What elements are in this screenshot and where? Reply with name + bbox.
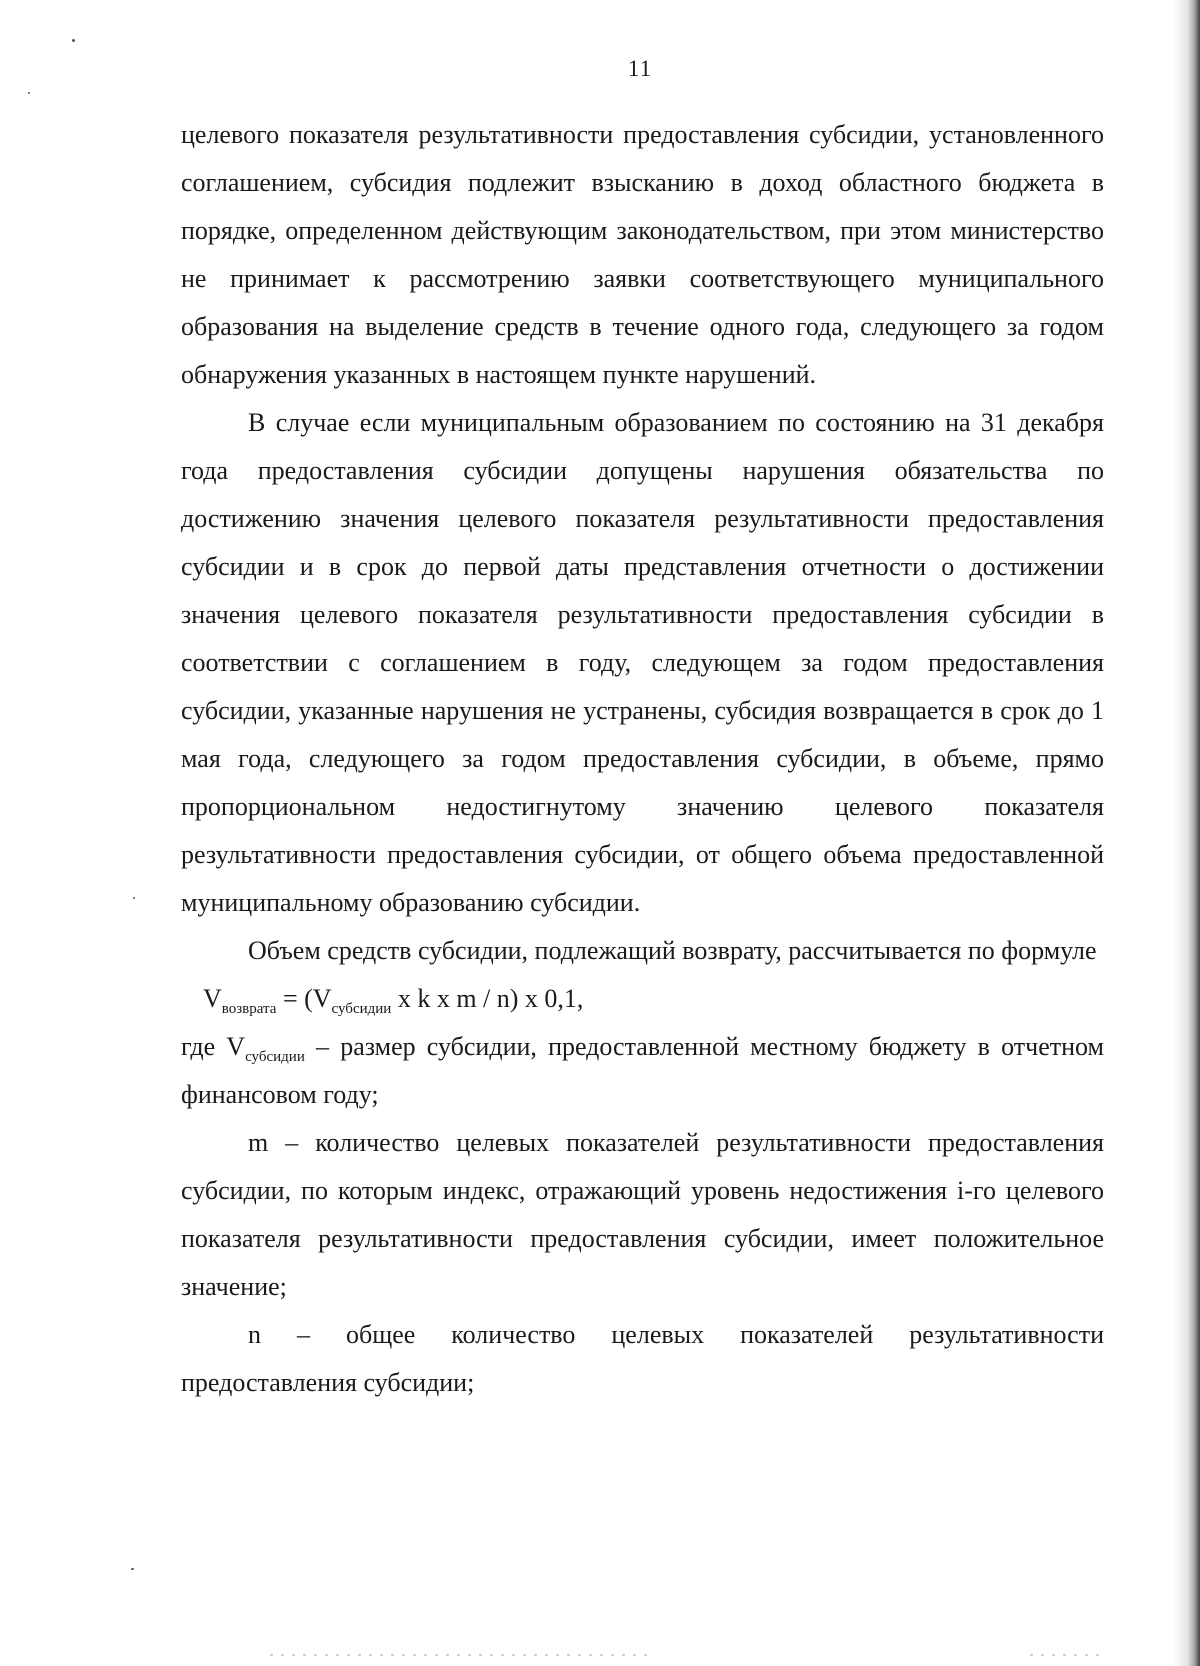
definition-v-subscript: субсидии bbox=[245, 1049, 305, 1065]
formula-v-return-subscript: возврата bbox=[221, 1001, 277, 1017]
definition-v-subsidy bbox=[181, 1023, 1104, 1119]
formula-v-subsidy-subscript: субсидии bbox=[331, 1001, 392, 1017]
formula-rest: x k x m / n) x 0,1, bbox=[391, 984, 584, 1013]
scan-noise bbox=[270, 1654, 650, 1656]
scan-noise bbox=[1030, 1654, 1100, 1656]
paragraph-continuation: целевого показателя результативности предоставления субсидии, установленного соглашением, субсидия подлежит взысканию в доход областного бюджета в порядке, определенном действующим законодательством, при этом министерство не принимает к рассмотрению заявки соответствующего муниципального образования на выделение средств в течение одного года, следующего за годом обнаружения указанных в настоящем пункте нарушений. bbox=[181, 120, 1104, 389]
scan-speck bbox=[131, 1568, 134, 1570]
paragraph-violation-return: В случае если муниципальным образованием по состоянию на 31 декабря года предоставления субсидии допущены нарушения обязательства по достижению значения целевого показателя результативности предоставления субсидии и в срок до первой даты представления отчетности о достижении значения целевого показателя результативности предоставления субсидии в соответствии с соглашением в году, следующем за годом предоставления субсидии, указанные нарушения не устранены, субсидия возвращается в срок до 1 мая года, следующего за годом предоставления субсидии, в объеме, прямо пропорциональном недостигнутому значению целевого показателя результативности предоставления субсидии, от общего объема предоставленной муниципальному образованию субсидии. bbox=[181, 408, 1104, 917]
formula-equals: = ( bbox=[276, 984, 313, 1013]
definition-v-text: – размер субсидии, предоставленной местному бюджету в отчетном финансовом году; bbox=[181, 1032, 1104, 1109]
scan-edge-shadow bbox=[1172, 0, 1200, 1666]
formula-v-return: V bbox=[203, 984, 222, 1013]
paragraph-formula-intro: Объем средств субсидии, подлежащий возврату, рассчитывается по формуле bbox=[248, 936, 1097, 965]
definition-m: m – количество целевых показателей результативности предоставления субсидии, по которым индекс, отражающий уровень недостижения i-го целевого показателя результативности предоставления субсидии, имеет положительное значение; bbox=[181, 1128, 1104, 1301]
scan-speck bbox=[133, 897, 135, 899]
page-number: 11 bbox=[627, 56, 653, 81]
scan-speck bbox=[28, 92, 30, 94]
return-formula bbox=[181, 975, 1104, 1023]
definition-v-prefix: где V bbox=[181, 1032, 246, 1061]
definition-n: n – общее количество целевых показателей результативности предоставления субсидии; bbox=[181, 1320, 1104, 1397]
document-body bbox=[181, 111, 1104, 1407]
scan-speck bbox=[72, 39, 75, 42]
formula-v-subsidy: V bbox=[312, 984, 332, 1013]
